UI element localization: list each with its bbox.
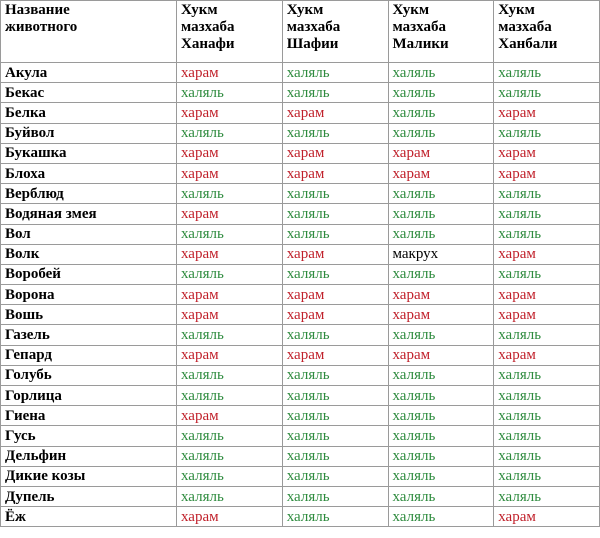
column-header-line1: Хукм xyxy=(392,2,430,18)
animal-name-cell: Блоха xyxy=(1,163,177,183)
ruling-cell: халяль xyxy=(388,365,494,385)
ruling-cell: харам xyxy=(494,163,600,183)
ruling-cell: халяль xyxy=(494,426,600,446)
column-header-line3: Шафии xyxy=(286,36,339,52)
ruling-cell: халяль xyxy=(494,406,600,426)
animal-name-cell: Волк xyxy=(1,244,177,264)
ruling-cell: халяль xyxy=(177,224,283,244)
table-row xyxy=(1,406,600,426)
ruling-cell: харам xyxy=(282,143,388,163)
ruling-cell: харам xyxy=(388,285,494,305)
ruling-cell: харам xyxy=(282,345,388,365)
ruling-cell: халяль xyxy=(282,446,388,466)
animal-name-cell: Гусь xyxy=(1,426,177,446)
table-row xyxy=(1,486,600,506)
ruling-cell: халяль xyxy=(494,83,600,103)
ruling-cell: халяль xyxy=(388,325,494,345)
ruling-cell: халяль xyxy=(494,365,600,385)
ruling-cell: халяль xyxy=(388,426,494,446)
ruling-cell: халяль xyxy=(388,406,494,426)
table-row xyxy=(1,63,600,83)
ruling-cell: харам xyxy=(494,305,600,325)
table-row xyxy=(1,325,600,345)
ruling-cell: халяль xyxy=(494,123,600,143)
table-header xyxy=(1,1,600,63)
ruling-cell: харам xyxy=(282,103,388,123)
ruling-cell: халяль xyxy=(282,184,388,204)
column-header-hanbali xyxy=(494,1,600,63)
column-header-maliki xyxy=(388,1,494,63)
ruling-cell: халяль xyxy=(388,83,494,103)
column-header-line1: Хукм xyxy=(498,2,535,18)
ruling-cell: халяль xyxy=(282,224,388,244)
ruling-cell: халяль xyxy=(494,446,600,466)
column-header-line1: Хукм xyxy=(286,2,324,18)
ruling-cell: халяль xyxy=(388,204,494,224)
animal-name-cell: Ворона xyxy=(1,285,177,305)
ruling-cell: халяль xyxy=(282,486,388,506)
animal-name-cell: Гиена xyxy=(1,406,177,426)
ruling-cell: харам xyxy=(282,305,388,325)
animal-name-cell: Бекас xyxy=(1,83,177,103)
ruling-cell: харам xyxy=(177,163,283,183)
ruling-cell: халяль xyxy=(494,486,600,506)
ruling-cell: халяль xyxy=(177,83,283,103)
ruling-cell: халяль xyxy=(282,83,388,103)
ruling-cell: халяль xyxy=(177,325,283,345)
ruling-cell: халяль xyxy=(388,184,494,204)
ruling-cell: халяль xyxy=(494,264,600,284)
ruling-cell: халяль xyxy=(494,63,600,83)
ruling-cell: харам xyxy=(494,103,600,123)
ruling-cell: халяль xyxy=(388,123,494,143)
ruling-cell: халяль xyxy=(282,406,388,426)
ruling-cell: халяль xyxy=(388,386,494,406)
column-header-shafii xyxy=(282,1,388,63)
ruling-cell: халяль xyxy=(282,123,388,143)
column-header-line2: мазхаба xyxy=(181,19,235,35)
table-row xyxy=(1,345,600,365)
ruling-cell: халяль xyxy=(282,63,388,83)
ruling-cell: халяль xyxy=(282,365,388,385)
table-row xyxy=(1,426,600,446)
animal-name-cell: Верблюд xyxy=(1,184,177,204)
ruling-cell: халяль xyxy=(388,264,494,284)
ruling-cell: харам xyxy=(388,163,494,183)
ruling-cell: халяль xyxy=(177,184,283,204)
ruling-cell: макрух xyxy=(388,244,494,264)
table-row xyxy=(1,204,600,224)
table-row xyxy=(1,83,600,103)
animal-name-cell: Воробей xyxy=(1,264,177,284)
ruling-cell: халяль xyxy=(388,224,494,244)
table-row xyxy=(1,365,600,385)
ruling-cell: харам xyxy=(282,244,388,264)
animal-name-cell: Дельфин xyxy=(1,446,177,466)
ruling-cell: харам xyxy=(388,305,494,325)
table-row xyxy=(1,466,600,486)
ruling-cell: халяль xyxy=(388,466,494,486)
ruling-cell: халяль xyxy=(282,426,388,446)
ruling-cell: харам xyxy=(177,103,283,123)
animal-name-cell: Горлица xyxy=(1,386,177,406)
ruling-cell: харам xyxy=(494,143,600,163)
animal-name-cell: Вол xyxy=(1,224,177,244)
table-body xyxy=(1,63,600,527)
table-row xyxy=(1,224,600,244)
ruling-cell: халяль xyxy=(388,103,494,123)
column-header-line3: Малики xyxy=(392,36,449,52)
table-row xyxy=(1,143,600,163)
ruling-cell: халяль xyxy=(494,325,600,345)
ruling-cell: халяль xyxy=(177,365,283,385)
ruling-cell: халяль xyxy=(177,466,283,486)
ruling-cell: халяль xyxy=(494,184,600,204)
column-header-hanafi xyxy=(177,1,283,63)
column-header-line3: Ханбали xyxy=(498,36,558,52)
table-row xyxy=(1,507,600,527)
animal-name-cell: Гепард xyxy=(1,345,177,365)
table-row xyxy=(1,103,600,123)
column-header-line2: мазхаба xyxy=(498,19,552,35)
animal-name-cell: Голубь xyxy=(1,365,177,385)
ruling-cell: халяль xyxy=(282,264,388,284)
table-row xyxy=(1,184,600,204)
animal-name-cell: Вошь xyxy=(1,305,177,325)
ruling-cell: халяль xyxy=(494,224,600,244)
ruling-cell: харам xyxy=(388,345,494,365)
table-row xyxy=(1,264,600,284)
ruling-cell: халяль xyxy=(494,386,600,406)
ruling-cell: харам xyxy=(177,305,283,325)
animal-name-cell: Водяная змея xyxy=(1,204,177,224)
ruling-cell: халяль xyxy=(388,486,494,506)
table-row xyxy=(1,163,600,183)
ruling-cell: харам xyxy=(494,345,600,365)
ruling-cell: халяль xyxy=(388,63,494,83)
ruling-cell: харам xyxy=(388,143,494,163)
table-row xyxy=(1,305,600,325)
column-header-line2: мазхаба xyxy=(392,19,446,35)
ruling-cell: харам xyxy=(177,244,283,264)
column-header-line1: Хукм xyxy=(181,2,218,18)
column-header-line2: мазхаба xyxy=(286,19,341,35)
ruling-cell: халяль xyxy=(282,325,388,345)
ruling-cell: харам xyxy=(177,406,283,426)
animal-name-cell: Буйвол xyxy=(1,123,177,143)
ruling-cell: халяль xyxy=(388,446,494,466)
ruling-cell: халяль xyxy=(494,466,600,486)
animal-name-cell: Дупель xyxy=(1,486,177,506)
table-row xyxy=(1,446,600,466)
column-header-animal-line1: Название xyxy=(5,2,70,18)
ruling-cell: харам xyxy=(282,285,388,305)
animal-name-cell: Букашка xyxy=(1,143,177,163)
column-header-line3: Ханафи xyxy=(181,36,235,52)
ruling-cell: харам xyxy=(282,163,388,183)
ruling-cell: харам xyxy=(177,204,283,224)
table-row xyxy=(1,386,600,406)
ruling-cell: халяль xyxy=(177,426,283,446)
ruling-cell: харам xyxy=(494,244,600,264)
animal-name-cell: Акула xyxy=(1,63,177,83)
animal-name-cell: Белка xyxy=(1,103,177,123)
ruling-cell: харам xyxy=(177,345,283,365)
ruling-cell: халяль xyxy=(282,204,388,224)
ruling-cell: халяль xyxy=(177,446,283,466)
ruling-cell: харам xyxy=(177,285,283,305)
ruling-cell: халяль xyxy=(388,507,494,527)
column-header-animal xyxy=(1,1,177,63)
ruling-cell: харам xyxy=(494,285,600,305)
ruling-cell: халяль xyxy=(177,386,283,406)
ruling-cell: халяль xyxy=(282,507,388,527)
column-header-animal-line2: животного xyxy=(5,19,78,35)
ruling-cell: халяль xyxy=(282,466,388,486)
ruling-cell: харам xyxy=(177,507,283,527)
header-row xyxy=(1,1,600,63)
table-row xyxy=(1,244,600,264)
animal-name-cell: Дикие козы xyxy=(1,466,177,486)
table-row xyxy=(1,285,600,305)
ruling-cell: халяль xyxy=(494,204,600,224)
table-row xyxy=(1,123,600,143)
ruling-cell: халяль xyxy=(282,386,388,406)
ruling-cell: харам xyxy=(494,507,600,527)
ruling-cell: халяль xyxy=(177,123,283,143)
ruling-cell: харам xyxy=(177,63,283,83)
animal-name-cell: Газель xyxy=(1,325,177,345)
animal-name-cell: Ёж xyxy=(1,507,177,527)
ruling-cell: харам xyxy=(177,143,283,163)
ruling-cell: халяль xyxy=(177,486,283,506)
ruling-cell: халяль xyxy=(177,264,283,284)
